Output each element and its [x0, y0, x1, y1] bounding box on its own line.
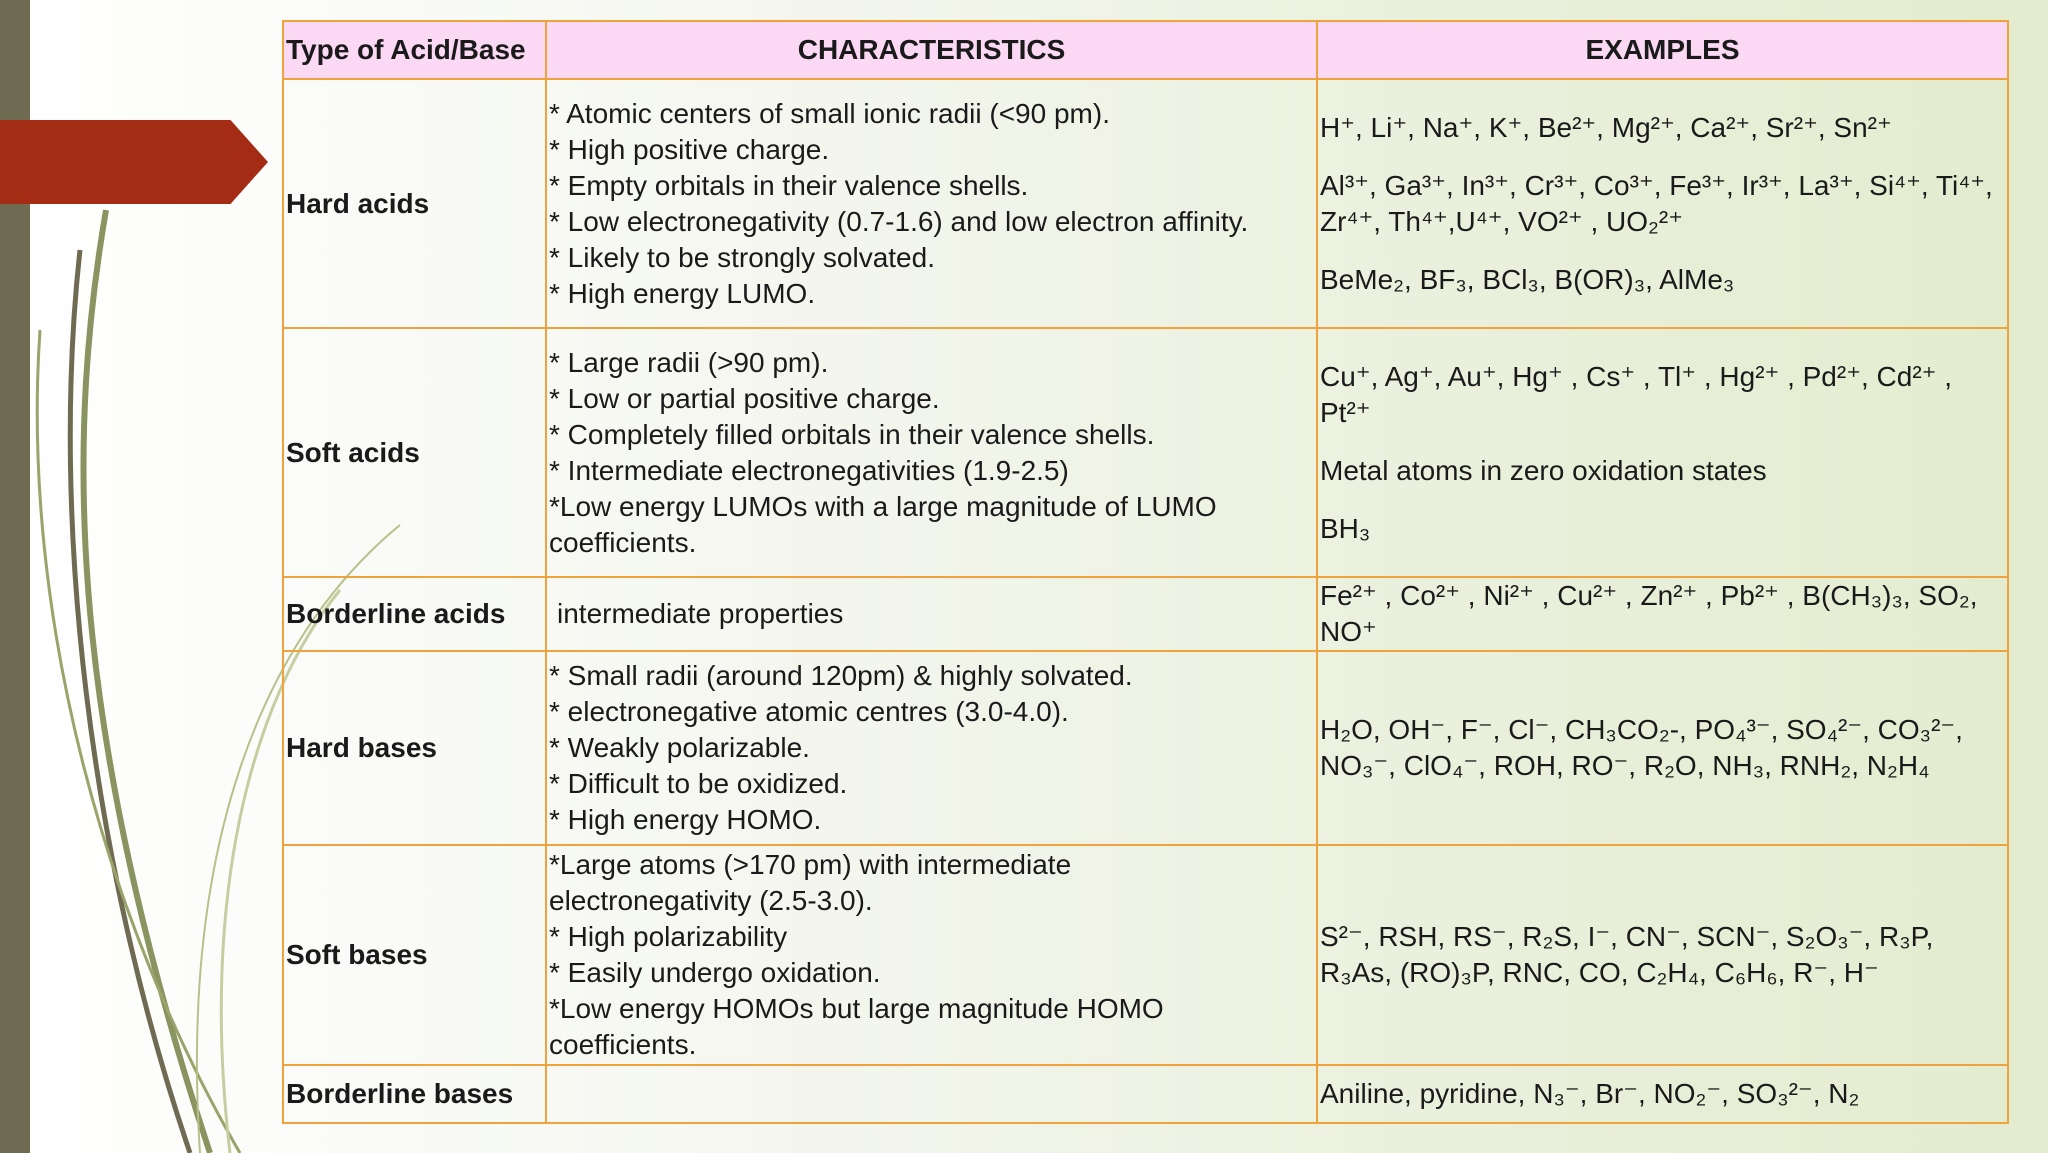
header-characteristics: CHARACTERISTICS: [546, 21, 1317, 79]
example-line: S²⁻, RSH, RS⁻, R₂S, I⁻, CN⁻, SCN⁻, S₂O₃⁻, R₃P, R₃As, (RO)₃P, RNC, CO, C₂H₄, C₆H₆, R⁻, H⁻: [1320, 921, 1934, 988]
characteristic-line: * High energy LUMO.: [549, 277, 816, 309]
table-row-borderline-bases: [283, 1065, 2008, 1123]
header-examples: EXAMPLES: [1317, 21, 2008, 79]
example-line: H⁺, Li⁺, Na⁺, K⁺, Be²⁺, Mg²⁺, Ca²⁺, Sr²⁺, Sn²⁺: [1320, 111, 1892, 143]
characteristic-line: coefficients.: [549, 526, 697, 558]
characteristic-line: * Intermediate electronegativities (1.9-2.5): [549, 454, 1069, 486]
characteristics-cell: [546, 328, 1317, 577]
type-cell: Soft acids: [283, 328, 546, 577]
characteristic-line: * Likely to be strongly solvated.: [549, 241, 935, 273]
characteristic-line: coefficients.: [549, 1029, 697, 1060]
characteristic-line: * Completely filled orbitals in their valence shells.: [549, 418, 1155, 450]
example-line: Al³⁺, Ga³⁺, In³⁺, Cr³⁺, Co³⁺, Fe³⁺, Ir³⁺, La³⁺, Si⁴⁺, Ti⁴⁺, Zr⁴⁺, Th⁴⁺,U⁴⁺, VO²⁺ , UO₂²⁺: [1320, 169, 1993, 237]
type-cell: Borderline bases: [283, 1065, 546, 1123]
examples-cell: [1317, 577, 2008, 651]
characteristics-cell: [546, 845, 1317, 1065]
example-line: BeMe₂, BF₃, BCl₃, B(OR)₃, AlMe₃: [1320, 263, 1735, 295]
table-row-soft-bases: [283, 845, 2008, 1065]
example-line: BH₃: [1320, 512, 1371, 544]
type-cell: Hard bases: [283, 651, 546, 845]
characteristic-line: * Large radii (>90 pm).: [549, 346, 829, 378]
characteristic-line: electronegativity (2.5-3.0).: [549, 885, 873, 916]
examples-cell: [1317, 79, 2008, 328]
table-row-hard-acids: [283, 79, 2008, 328]
characteristics-cell: [546, 79, 1317, 328]
header-type: Type of Acid/Base: [283, 21, 546, 79]
characteristic-line: * Low or partial positive charge.: [549, 382, 940, 414]
type-cell: Hard acids: [283, 79, 546, 328]
characteristic-line: * Weakly polarizable.: [549, 732, 810, 763]
examples-cell: [1317, 651, 2008, 845]
example-line: Aniline, pyridine, N₃⁻, Br⁻, NO₂⁻, SO₃²⁻, N₂: [1320, 1078, 1860, 1109]
table-header-row: [283, 21, 2008, 79]
table-row-borderline-acids: [283, 577, 2008, 651]
characteristic-line: * Easily undergo oxidation.: [549, 957, 881, 988]
characteristics-cell: [546, 1065, 1317, 1123]
hsab-table: [282, 20, 2009, 1124]
type-cell: Borderline acids: [283, 577, 546, 651]
example-line: Cu⁺, Ag⁺, Au⁺, Hg⁺ , Cs⁺ , Tl⁺ , Hg²⁺ , Pd²⁺, Cd²⁺ , Pt²⁺: [1320, 360, 1952, 428]
table-row-hard-bases: [283, 651, 2008, 845]
characteristic-line: *Low energy LUMOs with a large magnitude of LUMO: [549, 490, 1217, 522]
characteristic-line: * Low electronegativity (0.7-1.6) and low electron affinity.: [549, 205, 1249, 237]
characteristic-line: * electronegative atomic centres (3.0-4.0).: [549, 696, 1069, 727]
examples-cell: [1317, 845, 2008, 1065]
characteristic-line: * High energy HOMO.: [549, 804, 822, 835]
characteristic-line: * High polarizability: [549, 921, 788, 952]
examples-cell: [1317, 1065, 2008, 1123]
example-line: Fe²⁺ , Co²⁺ , Ni²⁺ , Cu²⁺ , Zn²⁺ , Pb²⁺ , B(CH₃)₃, SO₂, NO⁺: [1320, 580, 1978, 647]
example-line: Metal atoms in zero oxidation states: [1320, 454, 1767, 486]
characteristics-cell: [546, 651, 1317, 845]
example-line: H₂O, OH⁻, F⁻, Cl⁻, CH₃CO₂-, PO₄³⁻, SO₄²⁻, CO₃²⁻, NO₃⁻, ClO₄⁻, ROH, RO⁻, R₂O, NH₃, RNH₂, N₂H₄: [1320, 714, 1963, 781]
table-row-soft-acids: [283, 328, 2008, 577]
type-cell: Soft bases: [283, 845, 546, 1065]
characteristic-line: * Empty orbitals in their valence shells.: [549, 169, 1029, 201]
characteristic-line: * High positive charge.: [549, 133, 830, 165]
characteristic-line: * Small radii (around 120pm) & highly solvated.: [549, 660, 1133, 691]
characteristic-line: * Atomic centers of small ionic radii (<90 pm).: [549, 97, 1110, 129]
characteristic-line: intermediate properties: [557, 598, 844, 629]
examples-cell: [1317, 328, 2008, 577]
characteristic-line: *Large atoms (>170 pm) with intermediate: [549, 849, 1072, 880]
characteristic-line: * Difficult to be oxidized.: [549, 768, 848, 799]
characteristic-line: *Low energy HOMOs but large magnitude HOMO: [549, 993, 1164, 1024]
characteristics-cell: [546, 577, 1317, 651]
